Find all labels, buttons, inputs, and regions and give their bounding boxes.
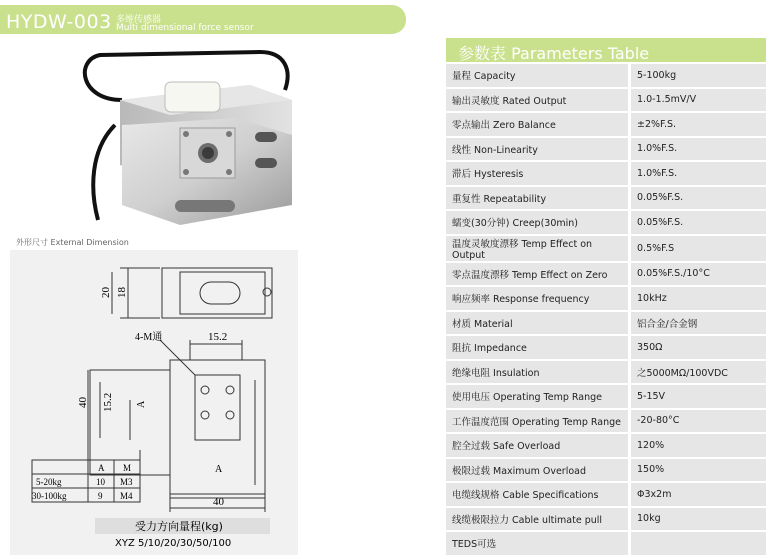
param-value: -20-80°C bbox=[631, 410, 766, 433]
product-title-en: Multi dimensional force sensor bbox=[116, 23, 254, 33]
spec-r1-m: M3 bbox=[120, 477, 133, 487]
table-row bbox=[446, 483, 766, 506]
param-name: 量程 Capacity bbox=[446, 64, 631, 87]
table-row bbox=[446, 187, 766, 210]
dim-15-2-left: 15.2 bbox=[102, 392, 114, 412]
table-row bbox=[446, 162, 766, 185]
param-value: 10kHz bbox=[631, 287, 766, 310]
param-name: 电缆线规格 Cable Specifications bbox=[446, 483, 631, 506]
param-name: 极限过载 Maximum Overload bbox=[446, 459, 631, 482]
table-row bbox=[446, 287, 766, 310]
spec-r2-range: 30-100kg bbox=[32, 491, 67, 501]
spec-r2-m: M4 bbox=[120, 491, 133, 501]
param-name: 使用电压 Operating Temp Range bbox=[446, 385, 631, 408]
dim-a-mid: A bbox=[136, 400, 147, 408]
param-value: 铝合金/合金钢 bbox=[631, 312, 766, 335]
parameters-table bbox=[446, 38, 766, 557]
dim-15-2-top: 15.2 bbox=[208, 331, 228, 343]
param-value: 1.0%F.S. bbox=[631, 162, 766, 185]
param-name: 线缆极限拉力 Cable ultimate pull bbox=[446, 508, 631, 531]
product-title-cn: 多维传感器 bbox=[116, 15, 162, 25]
param-value: 5-15V bbox=[631, 385, 766, 408]
param-name: 阻抗 Impedance bbox=[446, 336, 631, 359]
caption-range: XYZ 5/10/20/30/50/100 bbox=[115, 538, 232, 549]
param-value: 150% bbox=[631, 459, 766, 482]
spec-head-a: A bbox=[98, 463, 105, 473]
table-row bbox=[446, 89, 766, 112]
table-row bbox=[446, 64, 766, 87]
param-name: 响应频率 Response frequency bbox=[446, 287, 631, 310]
param-value: 1.0%F.S. bbox=[631, 138, 766, 161]
param-value: 5-100kg bbox=[631, 64, 766, 87]
product-code: HYDW-003 bbox=[6, 11, 112, 33]
dim-a-low: A bbox=[215, 464, 223, 475]
param-value: 1.0-1.5mV/V bbox=[631, 89, 766, 112]
title-bar bbox=[0, 5, 406, 34]
param-name: 温度灵敏度漂移 Temp Effect on Output bbox=[446, 236, 631, 261]
param-value: 0.05%F.S. bbox=[631, 187, 766, 210]
param-value: 0.5%F.S bbox=[631, 236, 766, 261]
param-name: 零点输出 Zero Balance bbox=[446, 113, 631, 136]
spec-r1-a: 10 bbox=[96, 477, 105, 487]
table-row bbox=[446, 211, 766, 234]
table-row bbox=[446, 532, 766, 555]
param-name: 输出灵敏度 Rated Output bbox=[446, 89, 631, 112]
dim-4m: 4-M通 bbox=[135, 332, 163, 343]
param-name: 工作温度范围 Operating Temp Range bbox=[446, 410, 631, 433]
spec-r2-a: 9 bbox=[98, 491, 103, 501]
param-name: 重复性 Repeatability bbox=[446, 187, 631, 210]
param-name: 零点温度漂移 Temp Effect on Zero bbox=[446, 263, 631, 286]
dim-40-left: 40 bbox=[77, 397, 89, 408]
param-value: 350Ω bbox=[631, 336, 766, 359]
table-row bbox=[446, 138, 766, 161]
table-row bbox=[446, 410, 766, 433]
params bbox=[446, 62, 766, 557]
param-value: Φ3x2m bbox=[631, 483, 766, 506]
external-dimension-label: 外形尺寸 External Dimension bbox=[16, 238, 129, 247]
param-name: 线性 Non-Linearity bbox=[446, 138, 631, 161]
dimension-drawing bbox=[10, 250, 298, 555]
table-row bbox=[446, 459, 766, 482]
param-value: 0.05%F.S. bbox=[631, 211, 766, 234]
param-name: 滞后 Hysteresis bbox=[446, 162, 631, 185]
param-value: 之5000MΩ/100VDC bbox=[631, 361, 766, 384]
table-row bbox=[446, 508, 766, 531]
param-value: 120% bbox=[631, 434, 766, 457]
dim-20: 20 bbox=[100, 287, 112, 298]
param-name: TEDS可选 bbox=[446, 532, 631, 555]
param-value: 0.05%F.S./10°C bbox=[631, 263, 766, 286]
param-name: 材质 Material bbox=[446, 312, 631, 335]
table-row bbox=[446, 434, 766, 457]
param-name: 绝缘电阻 Insulation bbox=[446, 361, 631, 384]
product-photo bbox=[60, 40, 320, 235]
param-value: ±2%F.S. bbox=[631, 113, 766, 136]
table-row bbox=[446, 113, 766, 136]
dim-18: 18 bbox=[116, 287, 128, 298]
table-row bbox=[446, 263, 766, 286]
table-row bbox=[446, 336, 766, 359]
param-name: 腔全过载 Safe Overload bbox=[446, 434, 631, 457]
dim-40-bottom: 40 bbox=[213, 496, 224, 508]
table-row bbox=[446, 361, 766, 384]
param-value bbox=[631, 532, 766, 555]
table-header bbox=[446, 38, 766, 62]
spec-head-m: M bbox=[123, 463, 132, 473]
spec-r1-range: 5-20kg bbox=[36, 477, 62, 487]
param-value: 10kg bbox=[631, 508, 766, 531]
caption-cn: 受力方向量程(kg) bbox=[135, 520, 223, 533]
param-name: 蠕变(30分钟) Creep(30min) bbox=[446, 211, 631, 234]
table-row bbox=[446, 385, 766, 408]
table-title: 参数表 Parameters Table bbox=[458, 44, 650, 63]
table-row bbox=[446, 236, 766, 261]
table-row bbox=[446, 312, 766, 335]
